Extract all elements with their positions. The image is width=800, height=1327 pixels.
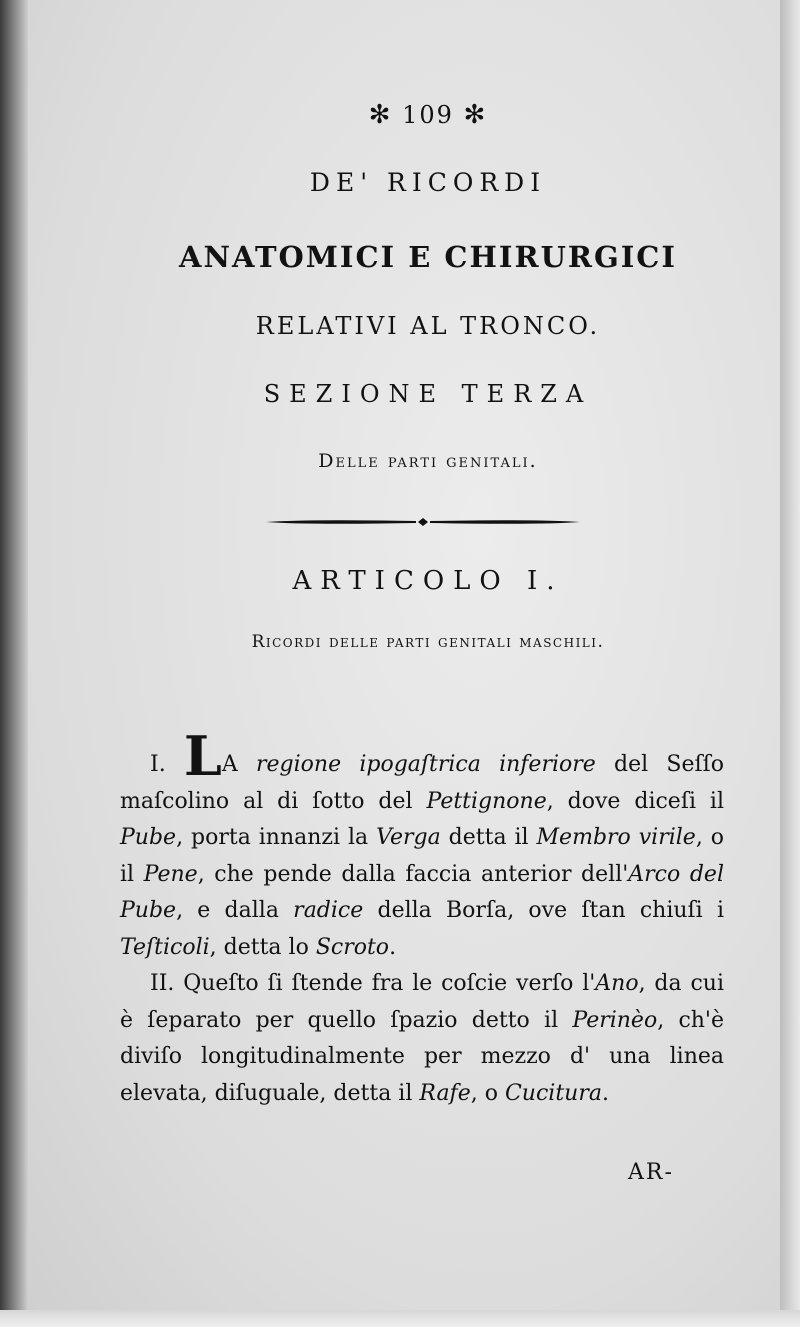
book-page [28,0,780,1310]
paragraph-1: I. LA regione ipogaſtrica inferiore del Seſſo maſcolino al di ſotto del Pettignone, dove diceſi il Pube, porta innanzi la Verga detta il Membro virile, o il Pene, che pende dalla faccia anterior dell'Arco del Pube, e dalla radice della Borſa, ove ſtan chiuſi i Teſticoli, detta lo Scroto. [120,724,725,960]
section-heading: SEZIONE TERZA [263,380,593,408]
ornament-icon: ✻ [463,100,488,130]
binding-shadow [0,0,28,1327]
catchword: AR- [628,1160,674,1185]
title-line-1: DE' RICORDI [309,168,547,197]
title-line-2: ANATOMICI E CHIRURGICI [179,240,677,274]
drop-cap: L [183,724,222,788]
title-line-3: RELATIVI AL TRONCO. [255,312,601,340]
paragraph-2: II. Queſto ſi ſtende fra le coſcie verſo l'Ano, da cui è ſeparato per quello ſpazio detto il Perinèo, ch'è diviſo longitudinalmente per mezzo d' una linea elevata, diſuguale, detta il Rafe, o Cucitura. [120,971,725,1106]
page-header [118,100,738,130]
section-subtitle: Delle parti genitali. [318,450,538,472]
article-subtitle: Ricordi delle parti genitali maschili. [251,632,605,652]
page-edge-bottom [0,1310,800,1327]
page-edge-right [780,0,800,1327]
page-number: 109 [402,101,454,129]
ornament-icon: ✻ [368,100,393,130]
article-heading: ARTICOLO I. [292,566,564,596]
body-text [120,724,725,1112]
ornamental-rule [266,517,580,527]
